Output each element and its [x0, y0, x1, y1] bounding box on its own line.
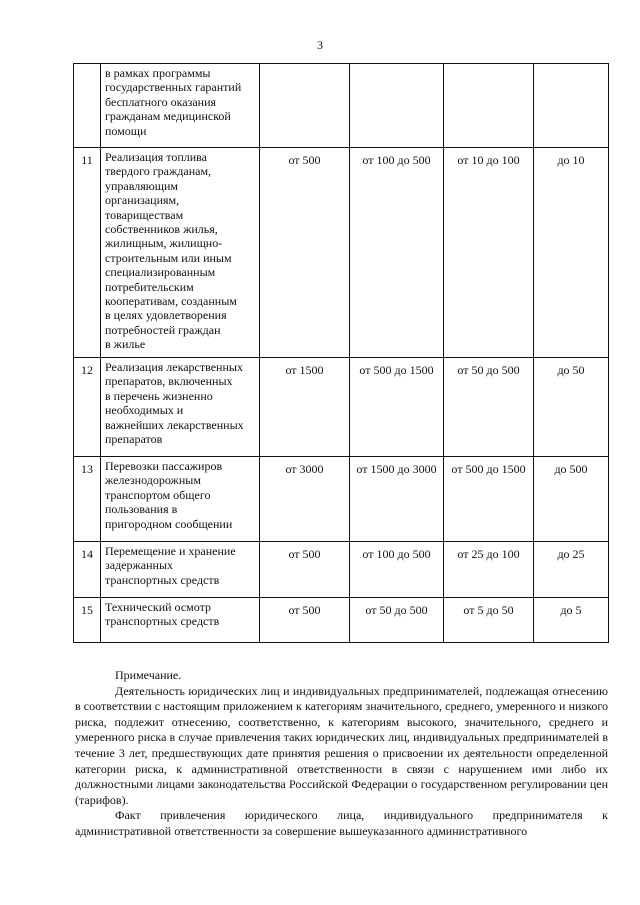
medium-risk-cell: от 25 до 100 — [444, 542, 534, 598]
row-number-cell: 12 — [74, 358, 101, 457]
activity-line: Перемещение и хранение — [105, 544, 236, 558]
activity-cell — [101, 598, 260, 643]
table-row — [74, 358, 609, 457]
high-risk-cell: от 1500 — [260, 358, 350, 457]
activity-cell — [101, 457, 260, 542]
activity-line: твердого гражданам, — [105, 164, 212, 179]
significant-risk-cell: от 1500 до 3000 — [350, 457, 444, 542]
activity-line: пригородном сообщении — [105, 516, 233, 531]
moderate-risk-cell: до 10 — [534, 148, 609, 358]
row-number-cell — [74, 64, 101, 148]
activity-line: организациям, — [105, 193, 180, 208]
activity-line: важнейших лекарственных — [105, 417, 244, 432]
activity-line: транспортом общего — [105, 487, 211, 502]
medium-risk-cell: от 5 до 50 — [444, 598, 534, 643]
activity-line: гражданам медицинской — [105, 109, 231, 124]
medium-risk-cell: от 10 до 100 — [444, 148, 534, 358]
significant-risk-cell: от 100 до 500 — [350, 148, 444, 358]
moderate-risk-cell: до 25 — [534, 542, 609, 598]
activity-line: в целях удовлетворения — [105, 308, 227, 323]
row-number-cell: 15 — [74, 598, 101, 643]
table-row — [74, 598, 609, 643]
activity-line: транспортных средств — [105, 614, 220, 629]
activity-cell — [101, 358, 260, 457]
activity-line: управляющим — [105, 178, 178, 193]
activity-line: Технический осмотр — [105, 600, 211, 614]
activity-cell — [101, 148, 260, 358]
high-risk-cell: от 3000 — [260, 457, 350, 542]
activity-line: жилищным, жилищно- — [105, 236, 223, 251]
activity-cell — [101, 64, 260, 148]
high-risk-cell: от 500 — [260, 542, 350, 598]
high-risk-cell — [260, 64, 350, 148]
activity-line: препаратов, включенных — [105, 374, 233, 389]
high-risk-cell: от 500 — [260, 598, 350, 643]
activity-line: пользования в — [105, 502, 178, 517]
medium-risk-cell — [444, 64, 534, 148]
activity-line: строительным или иным — [105, 250, 232, 265]
activity-line: бесплатного оказания — [105, 94, 217, 109]
notes-title: Примечание. — [115, 668, 182, 682]
table-row — [74, 542, 609, 598]
notes-paragraph: Деятельность юридических лиц и индивидуальных предпринимателей, подлежащая отнесению в соответствии с настоящим приложением к категориям значительного, среднего, умеренного и низкого риска, подлежит отнесению, соответственно, к категориям высокого, значительного, среднего и умеренного риска в случае привлечения таких юридических лиц, индивидуальных предпринимателей в течение 3 лет, предшествующих дате принятия решения о присвоении их деятельности определенной категории риска, к административной ответственности в связи с нарушением ими либо их должностными лицами законодательства Российской Федерации о государственном регулировании цен (тарифов). — [75, 683, 608, 807]
table-row — [74, 457, 609, 542]
medium-risk-cell: от 50 до 500 — [444, 358, 534, 457]
row-number-cell: 11 — [74, 148, 101, 358]
notes-section — [75, 668, 608, 840]
high-risk-cell: от 500 — [260, 148, 350, 358]
moderate-risk-cell: до 5 — [534, 598, 609, 643]
moderate-risk-cell: до 500 — [534, 457, 609, 542]
activity-line: собственников жилья, — [105, 222, 218, 237]
activity-line: в жилье — [105, 337, 146, 352]
activity-line: задержанных — [105, 558, 174, 573]
significant-risk-cell: от 50 до 500 — [350, 598, 444, 643]
activity-line: товариществам — [105, 207, 184, 222]
page-number: 3 — [317, 38, 323, 52]
medium-risk-cell: от 500 до 1500 — [444, 457, 534, 542]
activity-line: государственных гарантий — [105, 80, 242, 95]
moderate-risk-cell — [534, 64, 609, 148]
notes-paragraph: Факт привлечения юридического лица, индивидуального предпринимателя к административной ответственности за совершение вышеуказанного административного — [75, 808, 608, 838]
activity-line: транспортных средств — [105, 572, 220, 587]
activity-line: необходимых и — [105, 403, 184, 418]
activity-line: кооперативам, созданным — [105, 294, 237, 309]
moderate-risk-cell: до 50 — [534, 358, 609, 457]
activity-line: в рамках программы — [105, 66, 211, 80]
table-row — [74, 64, 609, 148]
activity-line: железнодорожным — [105, 473, 201, 488]
activity-line: в перечень жизненно — [105, 388, 213, 403]
activity-line: Реализация лекарственных — [105, 360, 243, 374]
activity-line: потребительским — [105, 279, 194, 294]
activity-line: специализированным — [105, 265, 216, 280]
activity-line: Перевозки пассажиров — [105, 459, 223, 473]
significant-risk-cell — [350, 64, 444, 148]
activity-line: Реализация топлива — [105, 150, 208, 164]
row-number-cell: 14 — [74, 542, 101, 598]
row-number-cell: 13 — [74, 457, 101, 542]
risk-category-table — [73, 63, 609, 643]
activity-line: потребностей граждан — [105, 322, 221, 337]
activity-line: помощи — [105, 123, 147, 138]
activity-cell — [101, 542, 260, 598]
table-row — [74, 148, 609, 358]
significant-risk-cell: от 100 до 500 — [350, 542, 444, 598]
significant-risk-cell: от 500 до 1500 — [350, 358, 444, 457]
activity-line: препаратов — [105, 432, 163, 447]
